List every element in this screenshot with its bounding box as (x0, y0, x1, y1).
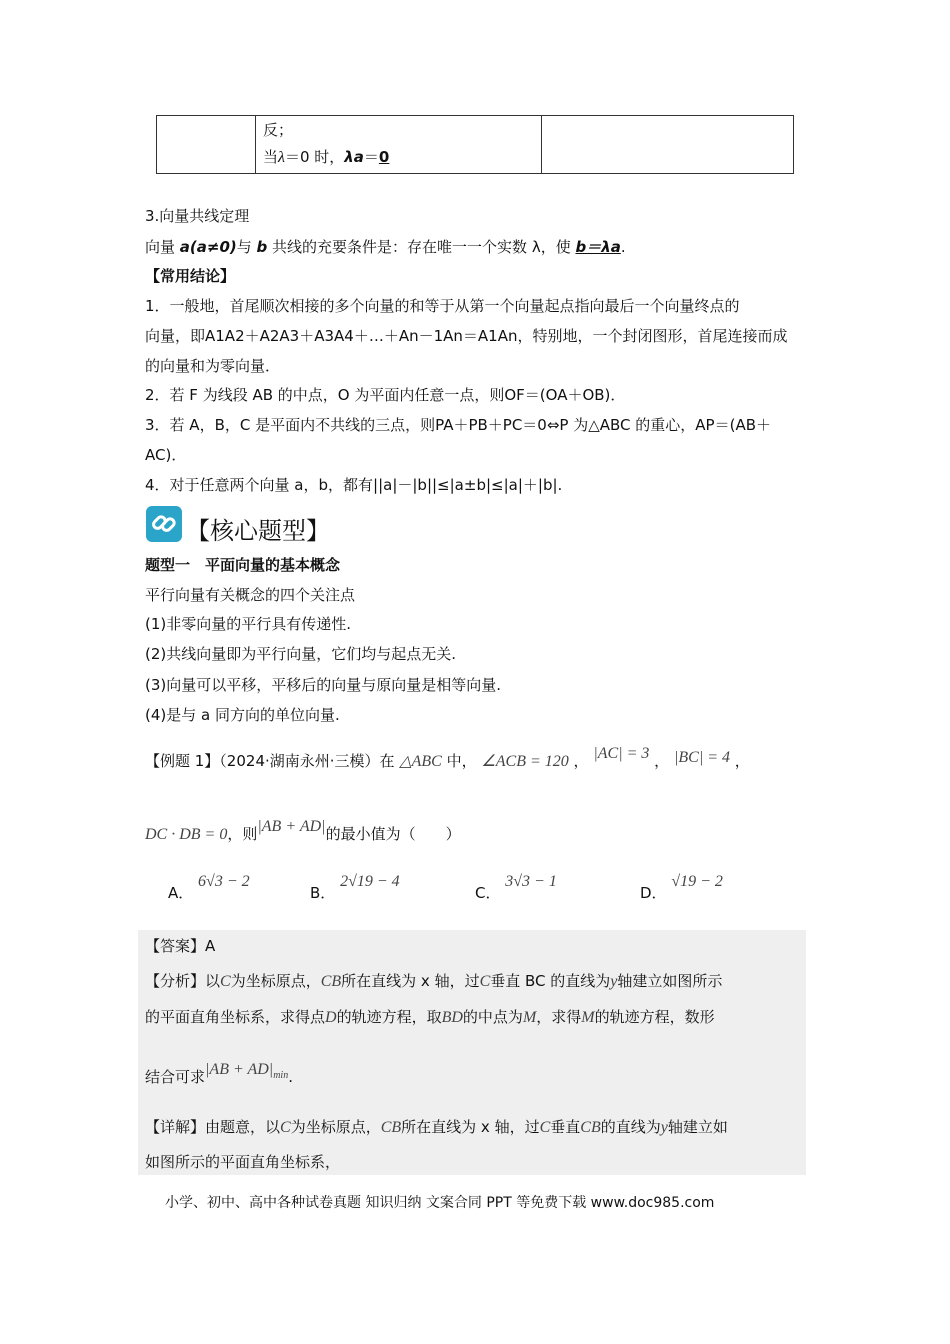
table-cell-row2 (263, 146, 389, 167)
option-c[interactable] (475, 873, 557, 903)
option-b-value: 2√19 − 4 (340, 873, 400, 890)
detail-line2: 如图所示的平面直角坐标系， (145, 1153, 341, 1171)
sym-bd: BD (441, 1009, 463, 1026)
example-bc: |BC| = 4 (673, 749, 731, 766)
sym-m-2: M (581, 1009, 595, 1026)
example-1-line2 (145, 818, 461, 846)
option-d-key: D． (640, 884, 667, 902)
option-b[interactable] (310, 873, 400, 903)
example-then: ，则 (227, 825, 258, 843)
conclusions-heading: 【常用结论】 (145, 267, 236, 285)
analysis-l3b: |AB + AD| (205, 1061, 274, 1078)
analysis-l3c: min (273, 1070, 289, 1081)
analysis-l3a: 结合可求 (145, 1068, 206, 1086)
section3-title: 3.向量共线定理 (145, 207, 250, 225)
detail-l1d: 垂直 (550, 1118, 581, 1136)
table-fragment (156, 115, 794, 174)
s3-text-b: 与 (236, 238, 257, 256)
analysis-l1e: 轴建立如图所示 (617, 972, 723, 990)
detail-l1b: 为坐标原点， (290, 1118, 381, 1136)
analysis-l1c: 所在直线为 x 轴，过 (341, 972, 480, 990)
table-divider-2 (541, 116, 542, 173)
analysis-l1d: 垂直 BC 的直线为 (490, 972, 611, 990)
conclusion-1-line3: 的向量和为零向量． (145, 357, 281, 375)
analysis-l2d: ，求得 (536, 1008, 582, 1026)
core-heading: 【核心题型】 (186, 517, 330, 545)
analysis-line3: 结合可求$|AB + AD|^{min}$. (145, 1061, 293, 1086)
detail-sym-cb: CB (380, 1119, 402, 1136)
type1-point-1: (1)非零向量的平行具有传递性. (145, 615, 352, 633)
detail-sym-y: y (660, 1119, 668, 1136)
sym-c-2: C (479, 973, 491, 990)
row2-zero: 0 (378, 148, 390, 166)
page-footer: 小学、初中、高中各种试卷真题 知识归纳 文案合同 PPT 等免费下载 www.doc985.com (165, 1195, 715, 1211)
example-angle: ∠ACB = 120 (481, 753, 569, 770)
link-icon (146, 506, 182, 542)
option-a-key: A． (168, 884, 194, 902)
analysis-line1 (145, 970, 722, 993)
conclusion-1-line1: 1．一般地，首尾顺次相接的多个向量的和等于从第一个向量起点指向最后一个向量终点的 (145, 297, 740, 315)
analysis-l2a: 的平面直角坐标系，求得点 (145, 1008, 326, 1026)
analysis-l1a: 【分析】以 (145, 972, 221, 990)
row2-lambda: λ (278, 149, 285, 166)
example-ac: |AC| = 3 (593, 745, 650, 762)
analysis-l2b: 的轨迹方程，取 (336, 1008, 442, 1026)
s3-text-c: 共线的充要条件是：存在唯一一个实数 λ，使 (267, 238, 576, 256)
conclusion-4: 4．对于任意两个向量 a，b，都有||a|－|b||≤|a±b|≤|a|＋|b|. (145, 476, 563, 494)
table-cell-row1: 反； (263, 121, 294, 139)
detail-sym-c-2: C (539, 1119, 551, 1136)
detail-sym-c: C (280, 1119, 291, 1136)
example-expr: |AB + AD| (257, 818, 326, 835)
table-divider-1 (255, 116, 256, 173)
s3-a-cond: a(a≠0) (179, 238, 237, 256)
row2-prefix: 当 (263, 148, 279, 166)
s3-b: b (256, 238, 268, 256)
type1-title: 题型一 平面向量的基本概念 (145, 556, 341, 574)
option-a[interactable] (168, 873, 250, 903)
answer-line: 【答案】A (145, 937, 216, 955)
example-question: 的最小值为（ ） (325, 825, 461, 843)
type1-point-2: (2)共线向量即为平行向量，它们均与起点无关. (145, 645, 457, 663)
option-d[interactable] (640, 873, 723, 903)
type1-point-4: (4)是与 a 同方向的单位向量. (145, 706, 340, 724)
example-condition: DC · DB = 0 (145, 826, 228, 843)
type1-intro: 平行向量有关概念的四个关注点 (145, 586, 356, 604)
option-c-key: C． (475, 884, 501, 902)
example-triangle: △ABC (399, 753, 442, 770)
option-c-value: 3√3 − 1 (505, 873, 557, 890)
detail-l1f: 轴建立如 (667, 1118, 728, 1136)
section3-text (145, 236, 626, 258)
detail-sym-cb-2: CB (580, 1119, 601, 1136)
row2-eq: ＝0 时， (284, 148, 345, 166)
s3-period: . (620, 238, 626, 256)
row2-expr: λa (344, 148, 364, 166)
example-mid: 中， (441, 752, 477, 770)
option-b-key: B． (310, 884, 336, 902)
sym-c: C (220, 973, 231, 990)
conclusion-3-line2: AC)． (145, 446, 187, 464)
analysis-line2 (145, 1006, 715, 1029)
example-label: 【例题 1】（2024·湖南永州·三模）在 (145, 752, 395, 770)
sym-y: y (610, 973, 618, 990)
detail-l1a: 【详解】由题意，以 (145, 1118, 281, 1136)
option-d-value: √19 − 2 (671, 873, 723, 890)
detail-line1 (145, 1116, 728, 1139)
analysis-l2e: 的轨迹方程，数形 (594, 1008, 715, 1026)
sym-m: M (522, 1009, 537, 1026)
detail-l1c: 所在直线为 x 轴，过 (401, 1118, 540, 1136)
option-a-value: 6√3 − 2 (198, 873, 250, 890)
detail-l1e: 的直线为 (600, 1118, 661, 1136)
sym-cb: CB (320, 973, 342, 990)
s3-formula: b＝λa (575, 238, 621, 256)
conclusion-2: 2．若 F 为线段 AB 的中点，O 为平面内任意一点，则OF＝(OA＋OB)． (145, 386, 626, 404)
example-1-line1: 【例题 1】（2024·湖南永州·三模）在 △ABC 中， ∠ACB = 120 ， |AC| = 3 ， |BC| = 4 ， (145, 745, 750, 770)
row2-eq2: ＝ (363, 148, 379, 166)
conclusion-1-line2: 向量，即A1A2＋A2A3＋A3A4＋…＋An－1An＝A1An，特别地，一个封闭图形，首尾连接而成 (145, 327, 788, 345)
conclusion-3-line1: 3．若 A，B，C 是平面内不共线的三点，则PA＋PB＋PC＝0⇔P 为△ABC 的重心，AP＝(AB＋ (145, 416, 772, 434)
analysis-l1b: 为坐标原点， (230, 972, 321, 990)
sym-d: D (325, 1009, 337, 1026)
type1-point-3: (3)向量可以平移，平移后的向量与原向量是相等向量. (145, 676, 502, 694)
analysis-l2c: 的中点为 (462, 1008, 523, 1026)
s3-text-a: 向量 (145, 238, 180, 256)
